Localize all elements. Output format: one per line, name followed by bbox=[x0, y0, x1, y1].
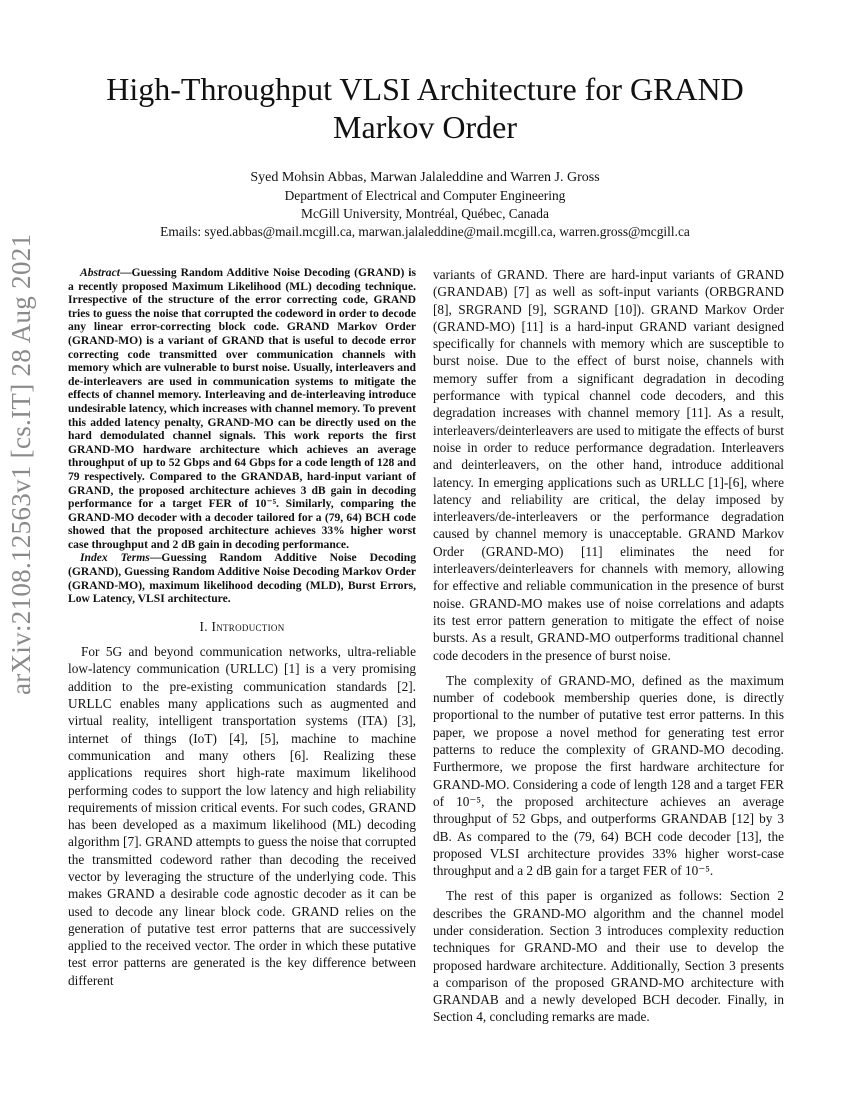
abstract bbox=[68, 266, 416, 551]
university: McGill University, Montréal, Québec, Canada bbox=[301, 206, 549, 221]
index-terms-text: —Guessing Random Additive Noise Decoding (GRAND), Guessing Random Additive Noise Decoding Markov Order (GRAND-MO), maximum likelihood decoding (MLD), Burst Errors, Low Latency, VLSI architecture. bbox=[68, 551, 416, 606]
index-terms-label: Index Terms bbox=[80, 551, 150, 565]
intro-paragraph-3: The complexity of GRAND-MO, defined as the maximum number of codebook membership queries done, is directly proportional to the number of putative test error patterns. In this paper, we propose a novel method for generating test error patterns to reduce the complexity of GRAND-MO decoding. Furthermore, we propose the first hardware architecture for GRAND-MO. Considering a code of length 128 and a target FER of 10⁻⁵, the proposed architecture achieves an average throughput of 52 Gbps, and outperforms GRANDAB [12] by 3 dB. As compared to the (79, 64) BCH code decoder [13], the proposed VLSI architecture provides 33% higher worst-case throughput and a 2 dB gain for a target FER of 10⁻⁵. bbox=[433, 672, 784, 879]
abstract-label: Abstract bbox=[80, 266, 120, 279]
title-line-1: High-Throughput VLSI Architecture for GRAND bbox=[106, 71, 744, 107]
intro-paragraph-2: variants of GRAND. There are hard-input variants of GRAND (GRANDAB) [7] as well as soft-input variants (ORBGRAND [8], SRGRAND [9], SGRAND [10]). GRAND Markov Order (GRAND-MO) [11] is a hard-input GRAND variant designed specifically for channels with memory which are susceptible to burst noise. Due to the effect of burst noise, channels with memory suffer from a significant degradation in decoding performance with typical channel code decoders, and this degradation increases with channel memory [11]. As a result, interleavers/deinterleavers are used to mitigate the effects of burst noise in order to reduce performance degradation. Interleavers and deinterleavers, on the other hand, introduce additional latency. In emerging applications such as URLLC [1]-[6], where latency and reliability are critical, the delay imposed by interleavers/de-interleavers or the performance degradation caused by channel memory is unacceptable. GRAND Markov Order (GRAND-MO) [11] eliminates the need for interleavers/deinterleavers for channels with memory, allowing for effective and reliable communication in the presence of burst noise. GRAND-MO makes use of noise correlations and adapts its test error pattern generation to mitigate the effect of noise bursts. As a result, GRAND-MO outperforms traditional channel code decoders in the presence of burst noise. bbox=[433, 267, 784, 663]
left-column bbox=[68, 266, 416, 989]
abstract-text: —Guessing Random Additive Noise Decoding (GRAND) is a recently proposed Maximum Likelihood (ML) decoding technique. Irrespective of the structure of the error correcting code, GRAND tries to guess the noise that corrupted the codeword in order to decode any linear error-correcting block code. GRAND Markov Order (GRAND-MO) is a variant of GRAND that is useful to decode error correcting code transmitted over communication channels with memory which are vulnerable to burst noise. Usually, interleavers and de-interleavers are used in communication systems to mitigate the effects of channel memory. Interleaving and de-interleaving introduce undesirable latency, which increases with channel memory. To prevent this added latency penalty, GRAND-MO can be directly used on the hard demodulated channel signals. This work reports the first GRAND-MO hardware architecture which achieves an average throughput of up to 52 Gbps and 64 Gbps for a code length of 128 and 79 respectively. Compared to the GRANDAB, hard-input variant of GRAND, the proposed architecture achieves 3 dB gain in decoding performance for a target FER of 10⁻⁵. Similarly, comparing the GRAND-MO decoder with a decoder tailored for a (79, 64) BCH code showed that the proposed architecture achieves 33% higher worst case throughput and 2 dB gain in decoding performance. bbox=[68, 266, 416, 551]
right-column bbox=[433, 266, 784, 1026]
authors: Syed Mohsin Abbas, Marwan Jalaleddine and Warren J. Gross bbox=[250, 170, 600, 185]
index-terms bbox=[68, 551, 416, 605]
paper-title bbox=[60, 70, 790, 146]
author-block bbox=[60, 168, 790, 241]
title-line-2: Markov Order bbox=[333, 109, 517, 145]
intro-paragraph-4: The rest of this paper is organized as follows: Section 2 describes the GRAND-MO algorithm and the channel model under consideration. Section 3 introduces complexity reduction techniques for GRAND-MO and their use to develop the proposed hardware architecture. Additionally, Section 3 presents a comparison of the proposed GRAND-MO architecture with GRANDAB and a newly developed BCH decoder. Finally, in Section 4, concluding remarks are made. bbox=[433, 888, 784, 1025]
department: Department of Electrical and Computer Engineering bbox=[284, 188, 566, 203]
arxiv-identifier: arXiv:2108.12563v1 [cs.IT] 28 Aug 2021 bbox=[6, 233, 36, 695]
emails: Emails: syed.abbas@mail.mcgill.ca, marwan.jalaleddine@mail.mcgill.ca, warren.gross@mcgill.ca bbox=[160, 224, 690, 239]
section-heading-introduction: I. Introduction bbox=[199, 618, 285, 634]
intro-paragraph-1: For 5G and beyond communication networks, ultra-reliable low-latency communication (URLLC) [1] is a very promising addition to the pre-existing communication standards [2]. URLLC enables many applications such as augmented and virtual reality, intelligent transportation systems (ITA) [3], internet of things (IoT) [4], [5], machine to machine communication and many others [6]. Realizing these applications requires short high-rate maximum likelihood performing codes to support the low latency and high reliability requirements of mission critical events. For such codes, GRAND has been developed as a maximum likelihood (ML) decoding algorithm [7]. GRAND attempts to guess the noise that corrupted the transmitted codeword rather than decoding the received vector by leveraging the structure of the underlying code. This makes GRAND a desirable code agnostic decoder as it can be used to decode any linear block code. GRAND relies on the generation of putative test error patterns that are successively applied to the received vector. The order in which these putative test error patterns are generated is the key difference between different bbox=[68, 644, 416, 988]
